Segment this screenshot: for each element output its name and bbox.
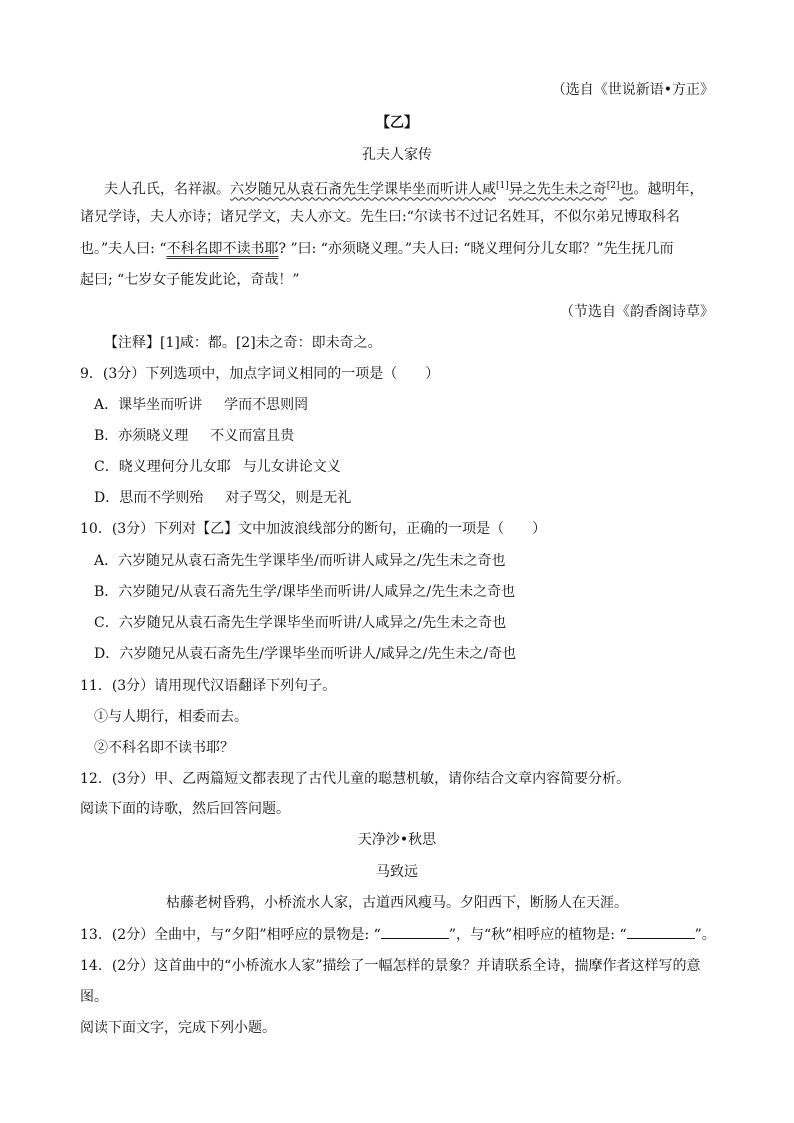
source-citation-1: （选自《世说新语•方正》 (551, 82, 714, 98)
passage-title: 孔夫人家传 (362, 147, 432, 163)
passage-line-4: 起曰; “七岁女子能发此论，奇哉！” (80, 272, 300, 288)
option-text: A．课毕坐而听讲 (94, 397, 203, 413)
passage-text: 夫人孔氏，名祥淑。 (104, 181, 230, 198)
question-text: 13．(2分）全曲中，与“夕阳”相呼应的景物是: “ (80, 927, 381, 943)
question-10-option-a: A．六岁随兄从袁石斋先生学课毕坐/而听讲人咸异之/先生未之奇也 (94, 553, 506, 569)
question-14-line-1: 14．(2分）这首曲中的“小桥流水人家”描绘了一幅怎样的景象？并请联系全诗，揣摩作者这样写的意 (80, 958, 701, 974)
footnote-marker: [2] (606, 181, 620, 191)
question-14-line-2: 图。 (80, 989, 108, 1005)
question-11-item-2: ②不科名即不读书耶？ (94, 740, 234, 756)
question-9-option-d (94, 488, 351, 508)
option-text: 对子骂父，则是无礼 (225, 490, 352, 506)
poem-title: 天净沙•秋思 (357, 832, 437, 848)
option-text: B．亦须晓义理 (94, 428, 189, 444)
question-10-option-d: D．六岁随兄从袁石斋先生/学课毕坐而听讲人/咸异之/先生未之/奇也 (94, 646, 517, 662)
option-text: C．晓义理何分儿女耶 (94, 459, 231, 475)
reading-instruction-poem: 阅读下面的诗歌，然后回答问题。 (80, 801, 290, 817)
passage-text: 也。”夫人曰: “ (80, 241, 167, 257)
footnote-marker: [1] (496, 181, 509, 191)
option-text: D．思而不学则殆 (94, 490, 204, 506)
option-text: 与儿女讲论文义 (242, 459, 341, 475)
question-10-option-b: B．六岁随兄/从袁石斋先生学/课毕坐而听讲/人咸异之/先生未之奇也 (94, 584, 516, 600)
question-13 (80, 925, 716, 945)
annotation-note: 【注释】[1]咸：都。[2]未之奇：即未奇之。 (104, 335, 382, 351)
question-10-option-c: C．六岁随兄从袁石斋先生学课毕坐而听讲/人咸异之/先生未之奇也 (94, 615, 507, 631)
wavy-underlined-text: 也 (619, 181, 634, 198)
question-9-stem: 9．(3分）下列选项中，加点字词义相同的一项是（ ） (80, 366, 440, 382)
answer-blank[interactable] (627, 926, 695, 939)
section-label-yi: 【乙】 (376, 115, 418, 131)
question-9-option-c (94, 457, 341, 477)
option-text: 不义而富且贵 (210, 428, 295, 444)
passage-text: ? ”曰: “亦须晓义理。”夫人曰: “晓义理何分儿女耶？”先生抚几而 (278, 241, 674, 257)
passage-line-2: 诸兄学诗，夫人亦诗；诸兄学文，夫人亦文。先生曰:“尔读书不过记名姓耳，不似尔弟兄博取科名 (80, 209, 680, 225)
question-10-stem: 10．(3分）下列对【乙】文中加波浪线部分的断句，正确的一项是（ ） (80, 521, 547, 537)
passage-line-1 (104, 176, 704, 200)
passage-line-3 (80, 239, 674, 259)
answer-blank[interactable] (381, 926, 449, 939)
option-text: 学而不思则罔 (224, 397, 309, 413)
wavy-underlined-text: 异之先生未之奇 (508, 181, 607, 198)
question-12: 12．(3分）甲、乙两篇短文都表现了古代儿童的聪慧机敏，请你结合文章内容简要分析。 (80, 771, 631, 787)
poem-author: 马致远 (376, 864, 418, 880)
source-citation-2: （节选自《韵香阁诗草》 (560, 304, 714, 320)
passage-text: 。越明年， (633, 181, 704, 198)
question-11-item-1: ①与人期行，相委而去。 (94, 709, 248, 725)
question-9-option-b (94, 426, 294, 446)
question-9-option-a (94, 395, 308, 415)
question-text: ”，与“秋”相呼应的植物是: “ (448, 927, 627, 943)
poem-text: 枯藤老树昏鸦，小桥流水人家，古道西风瘦马。夕阳西下，断肠人在天涯。 (166, 895, 628, 911)
question-text: ”。 (694, 927, 716, 943)
wavy-underlined-text: 六岁随兄从袁石斋先生学课毕坐而听讲人咸 (230, 181, 496, 198)
reading-instruction-text: 阅读下面文字，完成下列小题。 (80, 1020, 276, 1036)
question-11-stem: 11．(3分）请用现代汉语翻译下列句子。 (80, 678, 337, 694)
underlined-sentence: 不科名即不读书耶 (166, 241, 279, 257)
